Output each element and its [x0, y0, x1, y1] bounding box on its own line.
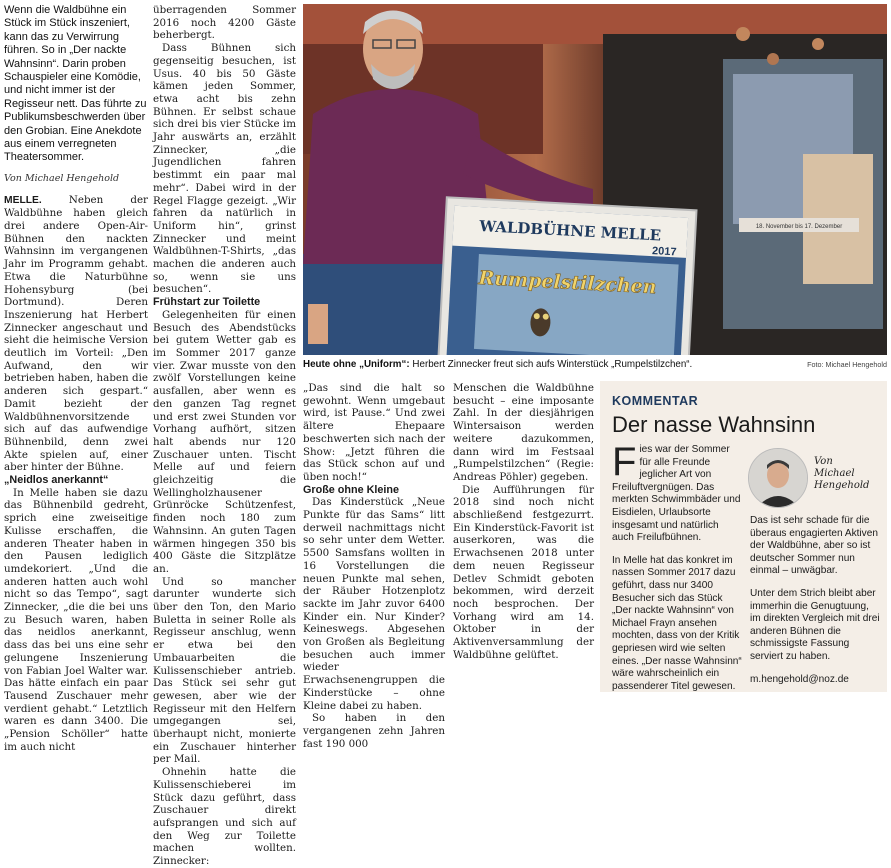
- paragraph: [612, 440, 742, 545]
- subheading-neidlos: „Neidlos anerkannt“: [4, 474, 109, 487]
- subheading-grosse: Große ohne Kleine: [303, 483, 399, 496]
- kommentar-column-1: [612, 440, 742, 693]
- photo-credit: Foto: Michael Hengehold: [807, 360, 887, 369]
- paragraph: In Melle hat das konkret im nassen Sommer 2017 dazu geführt, dass nur 3400 Besucher sich das Stück „Der nackte Wahnsinn“ von Michael Frayn ansehen mochten, dass von der Kritik gepriesen wird wie selten eines. „Der nasse Wahnsinn“ wäre wahrscheinlich ein passenderer Titel gewesen.: [612, 554, 742, 692]
- paragraph: [4, 194, 148, 474]
- article-teaser: Wenn die Waldbühne ein Stück im Stück inszeniert, kann das zu Verwirrung führen. So in „Der nackte Wahnsinn“. Darin proben Schauspieler eine Komödie, und nicht immer ist der Regisseur nett. Das führte zu Publikumsbeschwerden über den Grobian. Eine Anekdote aus einem verregneten Theatersommer.: [4, 4, 147, 164]
- author-portrait-icon: [749, 449, 807, 507]
- article-column-1: [4, 4, 148, 754]
- byline-lastname: Hengehold: [814, 480, 870, 491]
- caption-lead: Heute ohne „Uniform“:: [303, 359, 410, 370]
- paragraph: Gelegenheiten für einen Besuch des Abendstücks bei gutem Wetter gab es im Sommer 2017 ganze vier. Zwar musste von den zwölf Vorstellungen keine ausfallen, aber wenn es den ganzen Tag regnet und erst zwei Stunden vor Vorhang aufhört, sitzen halt abends nur 120 Zuschauer unten. Tischt Melle auf und feiern gleichzeitig die Wellingholzhausener Grünröcke Schützenfest, finden noch 180 zum Wahnsinn. An guten Tagen wärmen hingegen 350 bis 400 Gäste die Sitzplätze an.: [153, 308, 296, 575]
- kommentar-title: Der nasse Wahnsinn: [612, 412, 816, 437]
- author-email[interactable]: m.hengehold@noz.de: [750, 673, 849, 685]
- dropcap: F: [612, 440, 637, 484]
- article-column-4: [453, 382, 594, 661]
- dateline: MELLE.: [4, 194, 42, 206]
- paragraph: Ohnehin hatte die Kulissenschieberei im Stück dazu geführt, dass Zuschauer direkt aufsprangen und sich auf den Weg zur Toilette machen wollten. Zinnecker:: [153, 766, 296, 868]
- sign-year: 2017: [651, 245, 677, 259]
- kommentar-byline: [814, 456, 869, 492]
- kommentar-column-2: [750, 515, 880, 686]
- paragraph: Das Kinderstück „Neue Punkte für das Sams“ litt derweil nachmittags nicht so sehr unter dem Wetter. 5500 Samsfans wollten in 16 Vorstellungen die neuen Punkte mal sehen, der Räuber Hotzenplotz sackte im Jahr zuvor 6400 Kinder ein. Nur Kinder? Keineswegs. Abgesehen von Großen als Begleitung besuchen auch immer wieder Erwachsenengruppen die Kinderstücke – ohne Kleine dabei zu haben.: [303, 496, 445, 712]
- paragraph: Unter dem Strich bleibt aber immerhin die Genugtuung, im direkten Vergleich mit drei anderen Bühnen die schmissigste Fassung serviert zu haben.: [750, 587, 880, 662]
- paragraph: „Das sind die halt so gewohnt. Wenn umgebaut wird, ist Pause.“ Und zwei ältere Ehepaare beschwerten sich nach der Show: „Jetzt führen die das Stück schon auf und üben noch!“: [303, 382, 445, 483]
- kommentar-label: KOMMENTAR: [612, 394, 699, 408]
- paragraph: Und so mancher darunter wunderte sich über den Ton, den Mario Buletta in seiner Rolle als Regisseur anschlug, wenn er etwa bei den Umbauarbeiten die Kulissenschieber antrieb. Das Stück sei sehr gut gewesen, aber wie der Regisseur mit den Helfern umgegangen sei, überhaupt nicht, monierte ein Zuschauer hinterher per Mail.: [153, 575, 296, 766]
- window-date-text: 18. November bis 17. Dezember: [755, 224, 843, 230]
- paragraph: Die Aufführungen für 2018 sind noch nicht abschließend festgezurrt. Ein Kinderstück-Favorit ist auserkoren, was die Erwachsenen 2018 unter dem neuen Regisseur Detlev Schmidt geboten bekommen, wird derzeit noch besprochen. Der Vorhang wird am 14. Oktober in der Aktivenversammlung der Waldbühne gelüftet.: [453, 483, 594, 661]
- subheading-fruehstart: Frühstart zur Toilette: [153, 296, 261, 309]
- article-column-3: [303, 382, 445, 750]
- caption-text: Herbert Zinnecker freut sich aufs Winterstück „Rumpelstilzchen“.: [412, 359, 693, 370]
- article-photo: [303, 4, 887, 355]
- sign-play-title: Rumpelstilzchen: [477, 267, 658, 299]
- byline-von: Von: [814, 456, 833, 467]
- article-byline: Von Michael Hengehold: [4, 172, 120, 184]
- author-avatar: [748, 448, 808, 508]
- paragraph: In Melle haben sie dazu das Bühnenbild gedreht, sprich eine zweiseitige Kulisse erschaffen, die anderen Theater haben in den Pausen lediglich umdekoriert. „Und die anderen hatten auch wohl nicht so das Tempo“, sagt Zinnecker, „die die bei uns zu Besuch waren, haben das neidlos anerkannt, dass das bei uns eine sehr gelungene Inszenierung von Fabian Joel Walter war. Das hätte einfach ein paar Tausend Zuschauer mehr verdient gehabt.“ Letztlich waren es dann 3400. Die „Pension Schöller“ hatte im auch nicht: [4, 486, 148, 753]
- sign-title: WALDBÜHNE MELLE: [478, 217, 662, 245]
- article-column-2: [153, 4, 296, 868]
- paragraph: Menschen die Waldbühne besucht – eine imposante Zahl. In der diesjährigen Wintersaison werden weitere dazukommen, dann wird im Festsaal „Rumpelstilzchen“ (Regie: Andreas Pöhler) gegeben.: [453, 382, 594, 483]
- paragraph: Das ist sehr schade für die überaus engagierten Aktiven der Waldbühne, aber so ist deutscher Sommer nun einmal – unwägbar.: [750, 515, 878, 577]
- byline-firstname: Michael: [814, 468, 855, 479]
- paragraph-text: Neben der Waldbühne haben gleich drei andere Open-Air-Bühnen den nackten Wahnsinn im vergangenen Jahr im Programm gehabt. Etwa die Naturbühne Hohensyburg (bei Dortmund). Deren Inszenierung hat Herbert Zinnecker angeschaut und sieht die heimische Version deutlich im Vorteil: „Den Aufwand, den wir betrieben haben, haben die anderen sich gespart.“ Damit bezieht der Waldbühnenvorsitzende sich auf das aufwendige Bühnenbild, denn zwei Akte spielen auf, einer aber hinter der Bühne.: [4, 193, 148, 474]
- paragraph: Dass Bühnen sich gegenseitig besuchen, ist Usus. 40 bis 50 Gäste kämen jeden Sommer, etwa acht bis zehn Bühnen. Er selbst schaue sich drei bis vier Stücke im Jahr auswärts an, erzählt Zinnecker, „die Jugendlichen fahren bestimmt ein paar mal mehr“. Dabei wird in der Regel Flagge gezeigt. „Wir fahren da natürlich in Uniform hin“, grinst Zinnecker und meint Waldbühnen-T-Shirts, „das machen die anderen auch so, wenn sie uns besuchen“.: [153, 42, 296, 296]
- photo-caption: [303, 359, 887, 370]
- paragraph: So haben in den vergangenen zehn Jahren fast 190 000: [303, 712, 445, 750]
- paragraph: überragenden Sommer 2016 noch 4200 Gäste beherbergt.: [153, 4, 296, 42]
- paragraph-text: ies war der Sommer für alle Freunde jeglicher Art von Freiluftvergnügen. Das merkten Schwimmbäder und Eisdielen, Urlaubsorte insgesamt und natürlich auch Freilufbühnen.: [612, 444, 741, 544]
- photo-illustration: [303, 4, 887, 355]
